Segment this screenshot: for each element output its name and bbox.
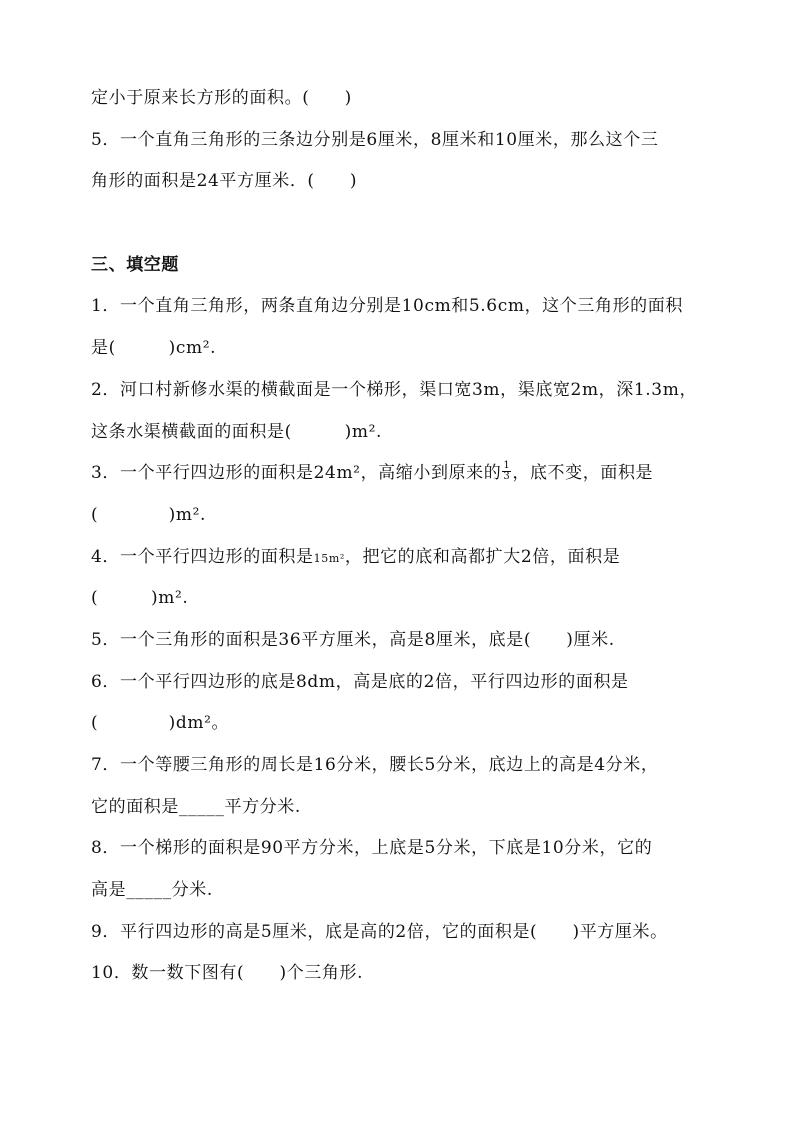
question-9-line-1: 9．平行四边形的高是5厘米，底是高的2倍，它的面积是( )平方厘米。: [91, 922, 668, 942]
question-8-line-2: 高是_____分米.: [91, 880, 213, 900]
question-10-line-1: 10．数一数下图有( )个三角形.: [91, 963, 364, 983]
question-6-line-1: 6．一个平行四边形的底是8dm，高是底的2倍，平行四边形的面积是: [91, 672, 629, 692]
question-4-line-2: ( )m².: [91, 588, 189, 608]
judgment-item-5-line-1: 5．一个直角三角形的三条边分别是6厘米，8厘米和10厘米，那么这个三: [91, 130, 659, 150]
judgment-item-5-line-2: 角形的面积是24平方厘米．( ): [91, 171, 358, 191]
question-6-line-2: ( )dm²。: [91, 713, 230, 733]
question-3-text-a: 3．一个平行四边形的面积是24m²，高缩小到原来的: [91, 463, 502, 483]
question-4-area-value: 15m²: [313, 552, 345, 565]
question-1-line-1: 1．一个直角三角形，两条直角边分别是10cm和5.6cm，这个三角形的面积: [91, 296, 683, 316]
question-3-text-b: ，底不变，面积是: [512, 463, 654, 483]
question-8-line-1: 8．一个梯形的面积是90平方分米，上底是5分米，下底是10分米，它的: [91, 838, 653, 858]
question-2-line-1: 2．河口村新修水渠的横截面是一个梯形，渠口宽3m，渠底宽2m，深1.3m，: [91, 380, 698, 400]
question-5-line-1: 5．一个三角形的面积是36平方厘米，高是8厘米，底是( )厘米.: [91, 630, 615, 650]
judgment-item-4-tail: 定小于原来长方形的面积。( ): [91, 88, 352, 108]
question-7-line-2: 它的面积是_____平方分米.: [91, 797, 301, 817]
question-3-line-2: ( )m².: [91, 505, 207, 525]
question-7-line-1: 7．一个等腰三角形的周长是16分米，腰长5分米，底边上的高是4分米，: [91, 755, 659, 775]
question-1-line-2: 是( )cm².: [91, 338, 217, 358]
question-3-line-1: [91, 461, 653, 485]
question-4-text-b: ，把它的底和高都扩大2倍，面积是: [344, 547, 621, 567]
section-title-fill-in: 三、填空题: [91, 255, 179, 275]
fraction-one-third: $\frac{1}{3}$: [503, 460, 511, 482]
question-2-line-2: 这条水渠横截面的面积是( )m².: [91, 422, 383, 442]
question-4-line-1: [91, 545, 620, 571]
question-4-text-a: 4．一个平行四边形的面积是: [91, 547, 314, 567]
